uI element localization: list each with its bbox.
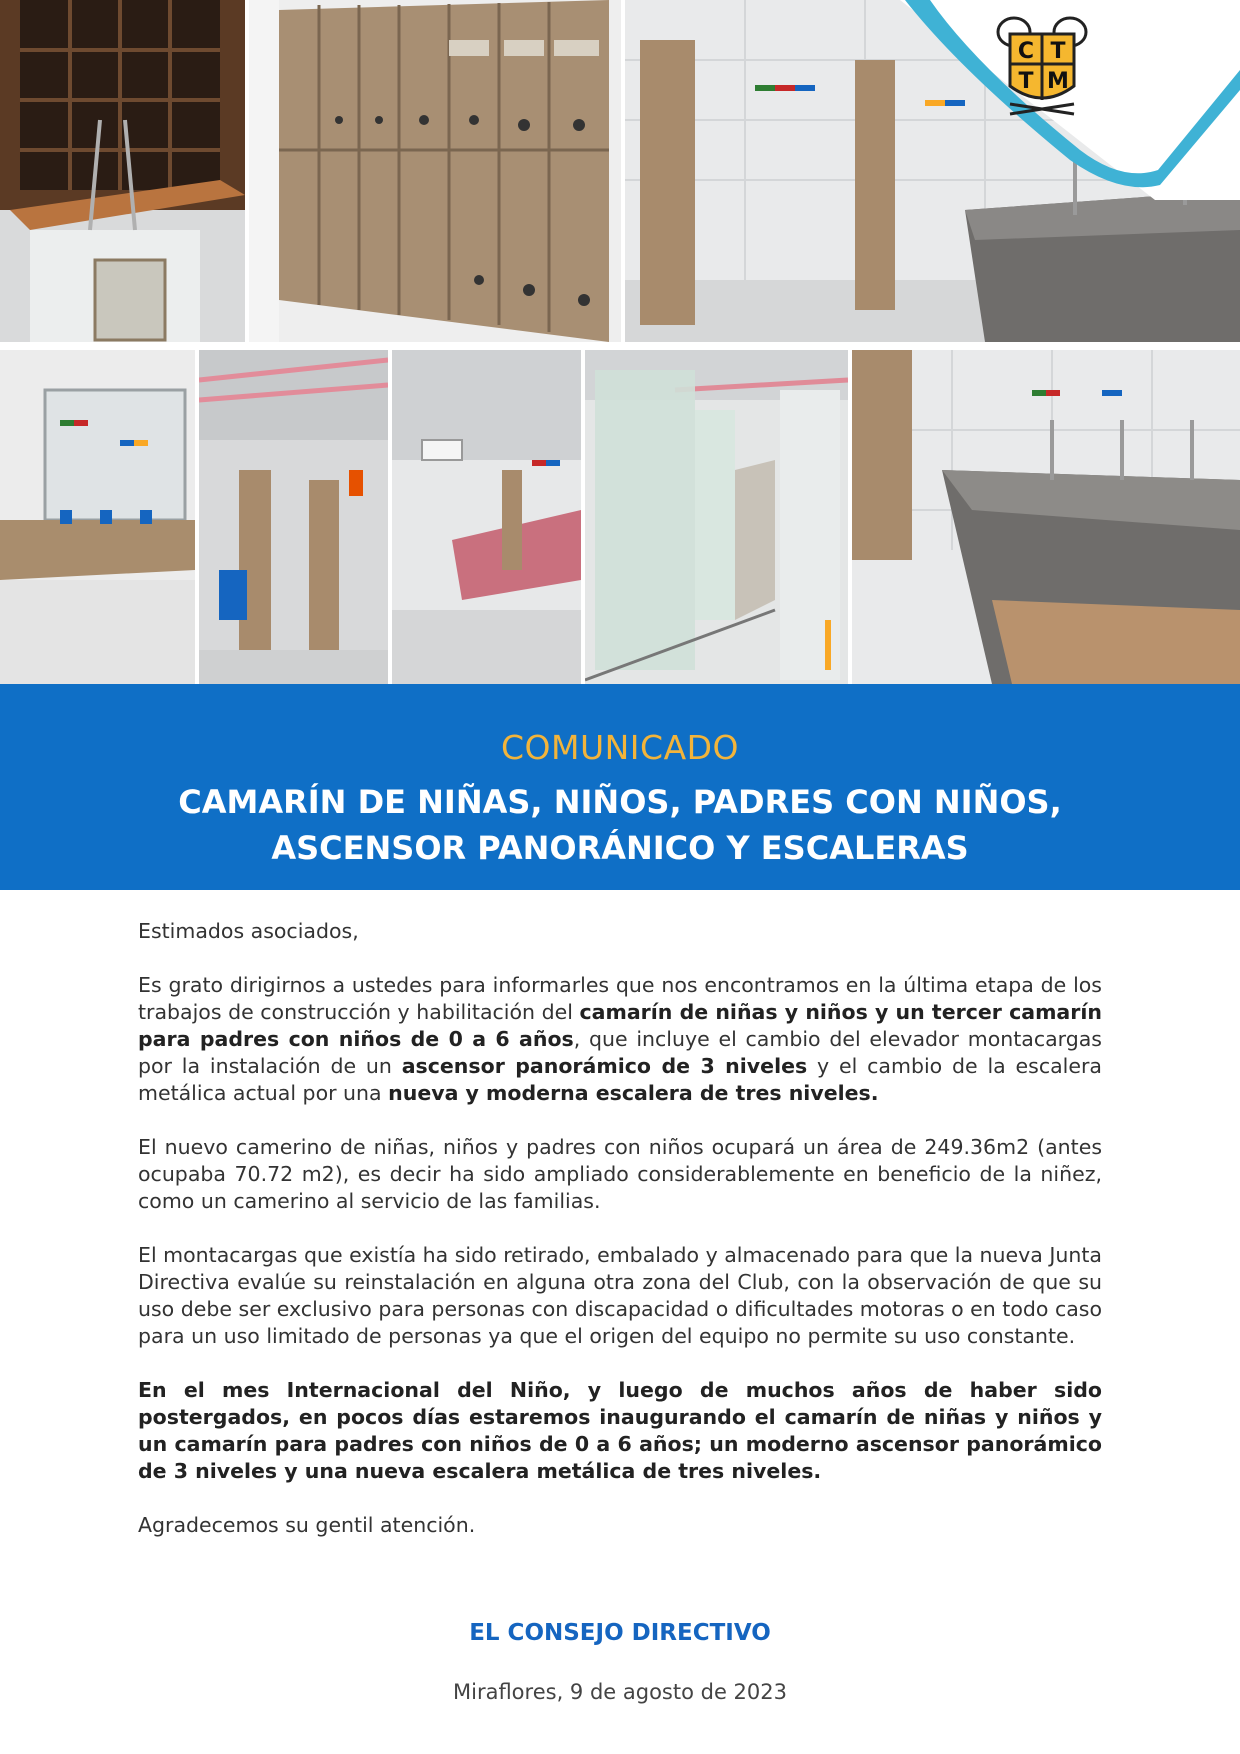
letter-paragraph-4 [138, 1377, 1102, 1485]
p4-bold-text: En el mes Internacional del Niño, y luego de muchos años de haber sido postergados, en pocos días estaremos inaugurando el camarín de niñas y niños y un camarín para padres con niños de 0 a 6 años; un moderno ascensor panorámico de 3 niveles y una nueva escalera metálica de tres niveles. [138, 1378, 1102, 1483]
dateline: Miraflores, 9 de agosto de 2023 [453, 1680, 787, 1704]
letter-greeting: Estimados asociados, [138, 919, 359, 943]
letter-paragraph-1 [138, 972, 1102, 1107]
banner-kicker: COMUNICADO [500, 728, 740, 767]
p1-highlight-ascensor: ascensor panorámico de 3 niveles [401, 1054, 808, 1078]
letter-closing: Agradecemos su gentil atención. [138, 1513, 476, 1537]
photo-vanity-mirror [0, 350, 195, 684]
letter-paragraph-3: El montacargas que existía ha sido retirado, embalado y almacenado para que la nueva Junta Directiva evalúe su reinstalación en alguna otra zona del Club, con la observación de que su uso debe ser exclusivo para personas con discapacidad o dificultades motoras o en todo caso para un uso limitado de personas ya que el origen del equipo no permite su uso constante. [138, 1243, 1102, 1348]
photo-reception-counter [0, 0, 245, 342]
photo-construction-stalls [199, 350, 388, 684]
header-banner [0, 684, 1240, 890]
logo-letter-3: T [1018, 69, 1034, 94]
logo-letter-2: T [1050, 39, 1066, 64]
p1-text-a: Es grato dirigirnos a ustedes para informarles que nos encontramos en la última etapa de los trabajos de construcción y habilitación del [138, 973, 1102, 1024]
logo-letter-4: M [1047, 69, 1069, 94]
club-logo [994, 14, 1090, 120]
photo-lockers [249, 0, 621, 342]
logo-letter-1: C [1017, 39, 1035, 64]
photo-sink-corridor [392, 350, 581, 684]
p1-text-c: , que incluye el cambio del elevador montacargas por la instalación de un [138, 1027, 1102, 1078]
banner-title-line-2: ASCENSOR PANORÁNICO Y ESCALERAS [271, 829, 969, 867]
p1-highlight-camarin: camarín de niñas y niños y un tercer camarín para padres con niños de 0 a 6 años [138, 1000, 1103, 1051]
photo-glass-doors [585, 350, 848, 684]
letter-paragraph-2: El nuevo camerino de niñas, niños y padres con niños ocupará un área de 249.36m2 (antes ocupaba 70.72 m2), es decir ha sido ampliado considerablemente en beneficio de la niñez, como un camerino al servicio de las familias. [138, 1135, 1102, 1213]
photo-concrete-sinks [852, 350, 1240, 684]
banner-title [0, 779, 1240, 871]
signature: EL CONSEJO DIRECTIVO [469, 1620, 771, 1646]
p1-highlight-escalera: nueva y moderna escalera de tres niveles. [388, 1081, 879, 1105]
photo-collage [0, 0, 1240, 684]
letter-body [138, 918, 1102, 1566]
p1-text-e: y el cambio de la escalera metálica actual por una [138, 1054, 1102, 1105]
banner-title-line-1: CAMARÍN DE NIÑAS, NIÑOS, PADRES CON NIÑOS, [178, 783, 1062, 821]
